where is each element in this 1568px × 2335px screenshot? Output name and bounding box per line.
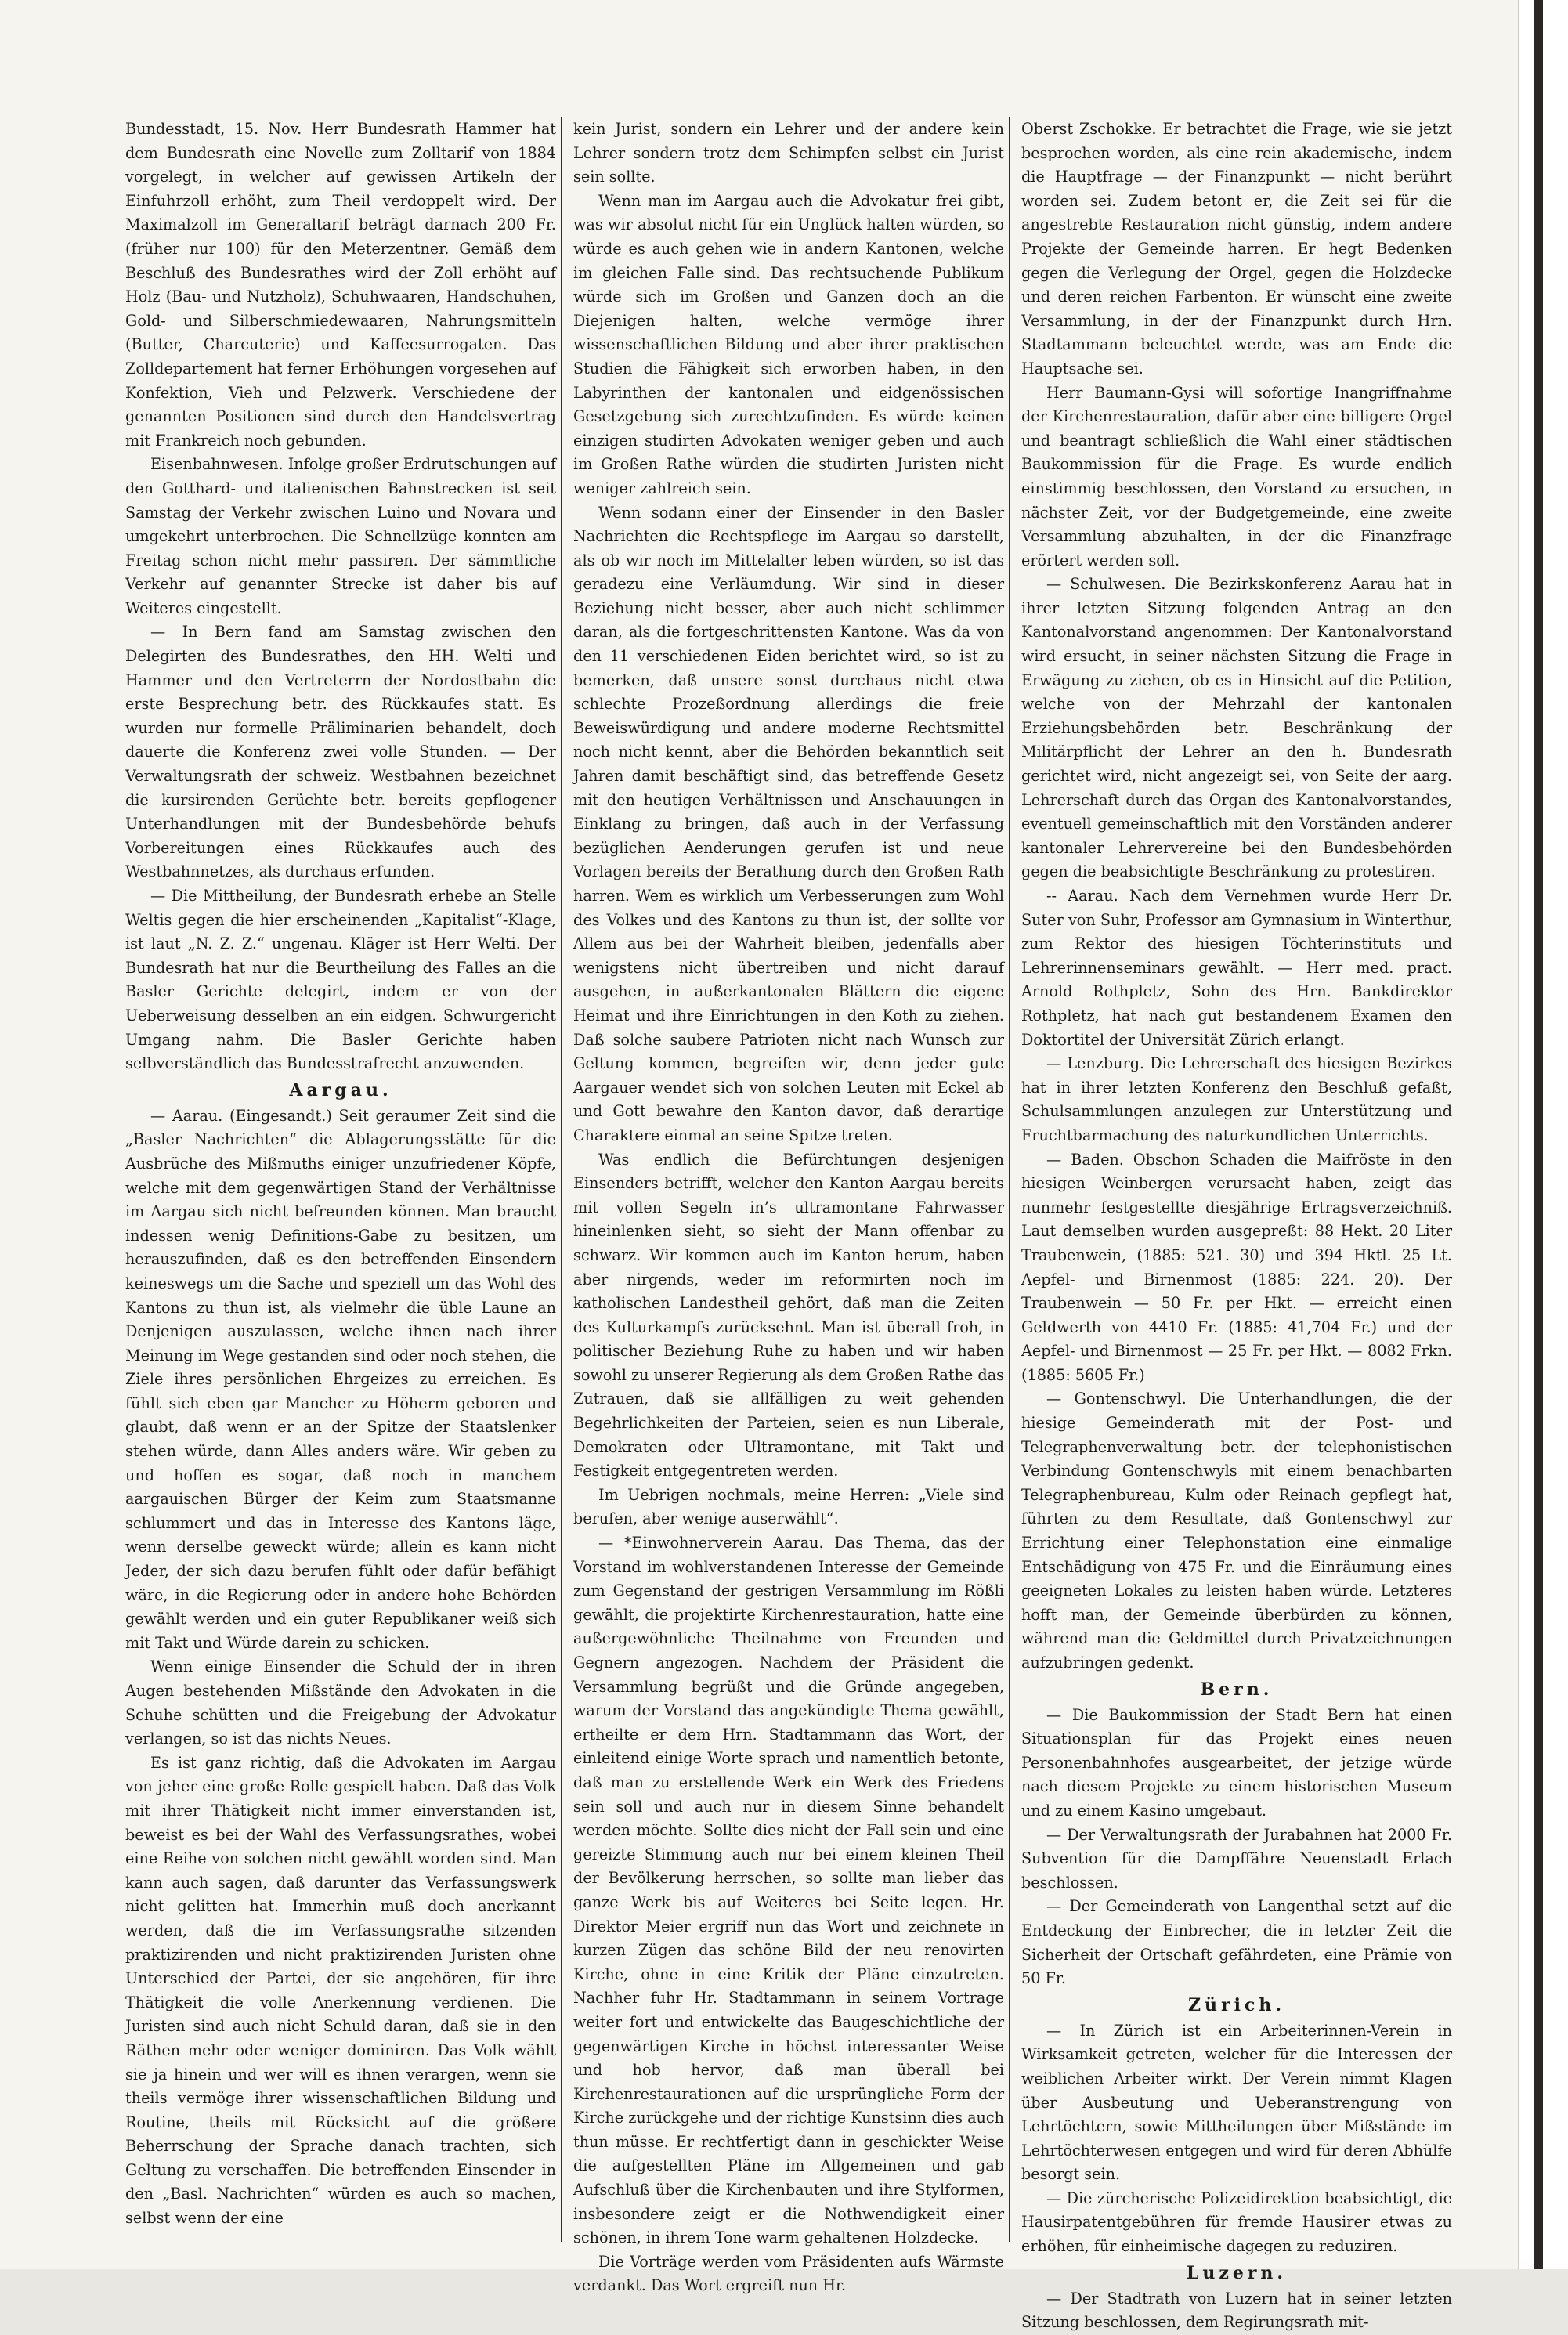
column-divider: [561, 117, 562, 2242]
article-paragraph: Die Vorträge werden vom Präsidenten aufs Wärmste verdankt. Das Wort ergreift nun Hr.: [573, 2252, 1004, 2295]
article-paragraph: Bundesstadt, 15. Nov. Herr Bundesrath Hammer hat dem Bundesrath eine Novelle zum Zolltarif von 1884 vorgelegt, in welcher auf gewissen Artikeln der Einfuhrzoll erhöht, zum Theil verdoppelt wird. Der Maximalzoll im Generaltarif beträgt darnach 200 Fr. (früher nur 100) für den Meterzentner. Gemäß dem Beschluß des Bundesrathes wird der Zoll erhöht auf Holz (Bau- und Nutzholz), Schuhwaaren, Handschuhen, Gold- und Silberschmiedewaaren, Nahrungsmitteln (Butter, Charcuterie) und Kaffeesurrogaten. Das Zolldepartement hat ferner Erhöhungen vorgesehen auf Konfektion, Vieh und Pelzwerk. Verschiedene der genannten Positionen sind durch den Handelsvertrag mit Frankreich noch gebunden.: [125, 120, 556, 450]
article-paragraph: — Die Mittheilung, der Bundesrath erhebe an Stelle Weltis gegen die hier erscheinenden „Kapitalist“-Klage, ist laut „N. Z. Z.“ ungenau. Kläger ist Herr Welti. Der Bundesrath hat nur die Beurtheilung des Falles an die Basler Gerichte delegirt, indem er von der Ueberweisung desselben an ein eidgen. Schwurgericht Umgang nahm. Die Basler Gerichte haben selbverständlich das Bundesstrafrecht anzuwenden.: [125, 887, 556, 1073]
article-paragraph: kein Jurist, sondern ein Lehrer und der andere kein Lehrer sondern trotz dem Schimpfen selbst ein Jurist sein sollte.: [573, 120, 1004, 186]
article-paragraph: — Der Stadtrath von Luzern hat in seiner letzten Sitzung beschlossen, dem Regirungsrath mit-: [1021, 2289, 1452, 2332]
article-paragraph: Wenn sodann einer der Einsender in den Basler Nachrichten die Rechtspflege im Aargau so darstellt, als ob wir noch im Mittelalter leben würden, so ist das geradezu eine Verläumdung. Wir sind in dieser Beziehung nicht besser, aber auch nicht schlimmer daran, als die fortgeschrittensten Kantone. Was da von den 11 verschiedenen Eiden berichtet wird, so ist zu bemerken, daß unsere sonst durchaus nicht etwa schlechte Prozeßordnung allerdings die freie Beweiswürdigung und andere moderne Rechtsmittel noch nicht kennt, aber die Behörden bekanntlich seit Jahren damit beschäftigt sind, das betreffende Gesetz mit den heutigen Verhältnissen und Anschauungen in Einklang zu bringen, daß auch in der Verfassung bezüglichen Aenderungen gerufen ist und neue Vorlagen bereits der Berathung durch den Großen Rath harren. Wem es wirklich um Verbesserungen zum Wohl des Volkes und des Kantons zu thun ist, der sollte vor Allem aus bei der Wahrheit bleiben, jedenfalls aber wenigstens nicht übertreiben und nicht darauf ausgehen, in außerkantonalen Blättern die eigene Heimat und ihre Einrichtungen in den Koth zu ziehen. Daß solche saubere Patrioten nicht nach Wunsch zur Geltung kommen, begreifen wir, denn jeder gute Aargauer wendet sich von solchen Leuten mit Eckel ab und Gott bewahre den Kanton davor, daß derartige Charaktere einmal an seine Spitze treten.: [573, 503, 1004, 1144]
section-heading: Aargau.: [289, 1079, 392, 1101]
article-paragraph: Herr Baumann-Gysi will sofortige Inangriffnahme der Kirchenrestauration, dafür aber eine billigere Orgel und beantragt schließlich die Wahl einer städtischen Baukommission für die Frage. Es wurde endlich einstimmig beschlossen, den Vorstand zu ersuchen, in nächster Zeit, vor der Budgetgemeinde, eine zweite Versammlung abzuhalten, in der die Finanzfrage erörtert werden soll.: [1021, 383, 1452, 569]
article-paragraph: Eisenbahnwesen. Infolge großer Erdrutschungen auf den Gotthard- und italienischen Bahnstrecken ist seit Samstag der Verkehr zwischen Luino und Novara und umgekehrt unterbrochen. Die Schnellzüge konnten am Freitag schon nicht mehr passiren. Der sämmtliche Verkehr auf genannter Strecke ist daher bis auf Weiteres eingestellt.: [125, 455, 556, 617]
article-paragraph: Im Uebrigen nochmals, meine Herren: „Viele sind berufen, aber wenige auserwählt“.: [573, 1485, 1004, 1528]
article-paragraph: — Baden. Obschon Schaden die Maifröste in den hiesigen Weinbergen verursacht haben, zeigt das nunmehr festgestellte diesjährige Ertragsverzeichniß. Laut demselben wurden ausgepreßt: 88 Hekt. 20 Liter Traubenwein, (1885: 521. 30) und 394 Hktl. 25 Lt. Aepfel- und Birnenmost (1885: 224. 20). Der Traubenwein — 50 Fr. per Hkt. — erreicht einen Geldwerth von 4410 Fr. (1885: 41,704 Fr.) und der Aepfel- und Birnenmost — 25 Fr. per Hkt. — 8082 Frkn. (1885: 5605 Fr.): [1021, 1150, 1452, 1384]
page-border-bar: [1534, 0, 1543, 2269]
article-paragraph: — Lenzburg. Die Lehrerschaft des hiesigen Bezirkes hat in ihrer letzten Konferenz den Beschluß gefaßt, Schulsammlungen anzulegen zur Unterstützung und Fruchtbarmachung des naturkundlichen Unterrichts.: [1021, 1054, 1452, 1144]
column-2: [573, 117, 1004, 2295]
article-paragraph: — Aarau. (Eingesandt.) Seit geraumer Zeit sind die „Basler Nachrichten“ die Ablagerungsstätte für die Ausbrüche des Mißmuths einiger unzufriedener Köpfe, welche mit dem gegenwärtigen Stand der Verhältnisse im Aargau sich nicht befreunden können. Man braucht indessen wenig Definitions-Gabe zu besitzen, um herauszufinden, daß es den betreffenden Einsendern keineswegs um die Sache und speziell um das Wohl des Kantons zu thun ist, als vielmehr die üble Laune an Denjenigen auszulassen, welche ihnen nach ihrer Meinung im Wege gestanden sind oder noch stehen, die Ziele ihres persönlichen Ehrgeizes zu erreichen. Es fühlt sich eben gar Mancher zu Höherm geboren und glaubt, daß wenn er an der Spitze der Staatslenker stehen würde, dann Alles anders wäre. Wir geben zu und hoffen es sogar, daß noch in manchem aargauischen Bürger der Keim zum Staatsmanne schlummert und das in Interesse des Kantons läge, wenn derselbe geweckt würde; allein es kann nicht Jeder, der sich dazu berufen fühlt oder dafür befähigt wäre, in die Regierung oder in andere hohe Behörden gewählt werden und ein guter Republikaner weiß sich mit Takt und Würde darein zu schicken.: [125, 1106, 556, 1652]
section-heading: Bern.: [1200, 1679, 1274, 1700]
article-paragraph: — *Einwohnerverein Aarau. Das Thema, das der Vorstand im wohlverstandenen Interesse der Gemeinde zum Gegenstand der gestrigen Versammlung im Rößli gewählt, die projektirte Kirchenrestauration, hatte eine außergewöhnliche Theilnahme von Freunden und Gegnern angezogen. Nachdem der Präsident die Versammlung begrüßt und die Gründe angegeben, warum der Vorstand das angekündigte Thema gewählt, ertheilte er dem Hrn. Stadtammann das Wort, der einleitend einige Worte sprach und namentlich betonte, daß man zu erstellende Werk ein Werk des Friedens sein soll und auch nur in diesem Sinne behandelt werden möchte. Sollte dies nicht der Fall sein und eine gereizte Stimmung auch nur bei einem kleinen Theil der Bevölkerung herrschen, so sollte man lieber das ganze Werk bis auf Weiteres bei Seite legen. Hr. Direktor Meier ergriff nun das Wort und zeichnete in kurzen Zügen das schöne Bild der neu renovirten Kirche, ohne in eine Kritik der Pläne einzutreten. Nachher fuhr Hr. Stadtammann in seinem Vortrage weiter fort und entwickelte das Baugeschichtliche der gegenwärtigen Kirche in höchst interessanter Weise und hob hervor, daß man überall bei Kirchenrestaurationen auf die ursprüngliche Form der Kirche zurückgehe und der richtige Kunstsinn dies auch thun müsse. Er rechtfertigt dann in geschickter Weise die aufgestellten Pläne im Allgemeinen und gab Aufschluß über die Kirchenbauten und ihre Stylformen, insbesondere zeigt er die Nothwendigkeit einer schönen, in ihrem Tone warm gehaltenen Holzdecke.: [573, 1534, 1004, 2247]
article-paragraph: -- Aarau. Nach dem Vernehmen wurde Herr Dr. Suter von Suhr, Professor am Gymnasium in Winterthur, zum Rektor des hiesigen Töchterinstituts und Lehrerinnenseminars gewählt. — Herr med. pract. Arnold Rothpletz, Sohn des Hrn. Bankdirektor Rothpletz, hat nach gut bestandenem Examen den Doktortitel der Universität Zürich erlangt.: [1021, 887, 1452, 1049]
article-paragraph: — In Zürich ist ein Arbeiterinnen-Verein in Wirksamkeit getreten, welcher für die Interessen der weiblichen Arbeiter wirkt. Der Verein nimmt Klagen über Ausbeutung und Ueberanstrengung von Lehrtöchtern, sowie Mittheilungen über Mißstände im Lehrtöchterwesen entgegen und wird für deren Abhülfe besorgt sein.: [1021, 2021, 1452, 2184]
article-paragraph: — Gontenschwyl. Die Unterhandlungen, die der hiesige Gemeinderath mit der Post- und Telegraphenverwaltung betr. der telephonistischen Verbindung Gontenschwyls mit einem benachbarten Telegraphenbureau, Kulm oder Reinach gepflegt hat, führten zu dem Resultate, daß Gontenschwyl zur Errichtung einer Telephonstation eine einmalige Entschädigung von 475 Fr. und die Einräumung eines geeigneten Lokales zu leisten haben würde. Letzteres hofft man, der Gemeinde überbürden zu können, während man die Geldmittel durch Privatzeichnungen aufzubringen gedenkt.: [1021, 1390, 1452, 1672]
article-paragraph: — Der Verwaltungsrath der Jurabahnen hat 2000 Fr. Subvention für die Dampffähre Neuenstadt Erlach beschlossen.: [1021, 1825, 1452, 1892]
section-heading: Luzern.: [1186, 2262, 1288, 2283]
article-paragraph: — In Bern fand am Samstag zwischen den Delegirten des Bundesrathes, den HH. Welti und Hammer und den Vertreterrn der Nordostbahn die erste Besprechung betr. des Rückkaufes statt. Es wurden nur formelle Präliminarien behandelt, doch dauerte die Konferenz zwei volle Stunden. — Der Verwaltungsrath der schweiz. Westbahnen bezeichnet die kursirenden Gerüchte betr. bereits gepflogener Unterhandlungen mit der Bundesbehörde behufs Vorbereitungen eines Rückkaufes auch des Westbahnnetzes, als durchaus erfunden.: [125, 623, 556, 881]
article-paragraph: — Die zürcherische Polizeidirektion beabsichtigt, die Hausirpatentgebühren für fremde Hausirer etwas zu erhöhen, für einheimische dagegen zu reduziren.: [1021, 2189, 1452, 2256]
adjacent-page-edge: [1518, 0, 1568, 2269]
column-1: [125, 117, 556, 2248]
article-paragraph: — Der Gemeinderath von Langenthal setzt auf die Entdeckung der Einbrecher, die in letzter Zeit die Sicherheit der Ortschaft gefährdeten, eine Prämie von 50 Fr.: [1021, 1897, 1452, 1988]
article-paragraph: — Schulwesen. Die Bezirkskonferenz Aarau hat in ihrer letzten Sitzung folgenden Antrag an den Kantonalvorstand angenommen: Der Kantonalvorstand wird ersucht, in seiner nächsten Sitzung die Frage in Erwägung zu ziehen, ob es in Hinsicht auf die Petition, welche von der Mehrzahl der kantonalen Erziehungsbehörden betr. Beschränkung der Militärpflicht der Lehrer an den h. Bundesrath gerichtet wird, nicht angezeigt sei, von Seite der aarg. Lehrerschaft durch das Organ des Kantonalvorstandes, eventuell gemeinschaftlich mit den Vorständen anderer kantonaler Lehrervereine bei den Bundesbehörden gegen die beabsichtigte Beschränkung zu protestiren.: [1021, 575, 1452, 881]
article-paragraph: Wenn man im Aargau auch die Advokatur frei gibt, was wir absolut nicht für ein Unglück halten würden, so würde es auch gehen wie in andern Kantonen, welche im gleichen Falle sind. Das rechtsuchende Publikum würde sich im Großen und Ganzen doch an die Diejenigen halten, welche vermöge ihrer wissenschaftlichen Bildung und aber ihrer praktischen Studien die Fähigkeit sich erworben haben, in den Labyrinthen der kantonalen und eidgenössischen Gesetzgebung sich zurechtzufinden. Es würde keinen einzigen studirten Advokaten weniger geben und auch im Großen Rathe würden die studirten Juristen nicht weniger zahlreich sein.: [573, 191, 1004, 497]
column-divider: [1009, 117, 1010, 2242]
article-paragraph: Es ist ganz richtig, daß die Advokaten im Aargau von jeher eine große Rolle gespielt haben. Daß das Volk mit ihrer Thätigkeit nicht immer einverstanden ist, beweist es bei der Wahl des Verfassungsrathes, wobei eine Reihe von solchen nicht gewählt worden sind. Man kann auch sagen, daß darunter das Verfassungswerk nicht gelitten hat. Immerhin muß doch anerkannt werden, daß die im Verfassungsrathe sitzenden praktizirenden und nicht praktizirenden Juristen ohne Unterschied der Partei, der sie angehören, für ihre Thätigkeit die volle Anerkennung verdienen. Die Juristen sind auch nicht Schuld daran, daß sie in den Räthen mehr oder weniger dominiren. Das Volk wählt sie ja hinein und wer will es ihnen verargen, wenn sie theils vermöge ihrer wissenschaftlichen Bildung und Routine, theils mit Rücksicht auf die größere Beherrschung der Sprache danach trachten, sich Geltung zu verschaffen. Die betreffenden Einsender in den „Basl. Nachrichten“ würden es auch so machen, selbst wenn der eine: [125, 1753, 556, 2228]
section-heading: Zürich.: [1187, 1994, 1286, 2015]
article-paragraph: Was endlich die Befürchtungen desjenigen Einsenders betrifft, welcher den Kanton Aargau bereits mit vollen Segeln in’s ultramontane Fahrwasser hineinlenken sieht, so sieht der Mann offenbar zu schwarz. Wir kommen auch im Kanton herum, haben aber nirgends, weder im reformirten noch im katholischen Landestheil gehört, daß man die Zeiten des Kulturkampfs zurücksehnt. Man ist überall froh, in politischer Beziehung Ruhe zu haben und wir haben sowohl zu unserer Regierung als dem Großen Rathe das Zutrauen, daß sie allfälligen zu weit gehenden Begehrlichkeiten der Parteien, seien es nun Liberale, Demokraten oder Ultramontane, mit Takt und Festigkeit entgegentreten werden.: [573, 1150, 1004, 1480]
article-paragraph: Oberst Zschokke. Er betrachtet die Frage, wie sie jetzt besprochen worden, als eine rein akademische, indem die Hauptfrage — der Finanzpunkt — nicht berührt worden sei. Zudem betont er, die Zeit sei für die angestrebte Restauration nicht günstig, indem andere Projekte der Gemeinde harren. Er hegt Bedenken gegen die Verlegung der Orgel, gegen die Holzdecke und deren reichen Farbenton. Er wünscht eine zweite Versammlung, in der der Finanzpunkt durch Hrn. Stadtammann beleuchtet werde, was am Ende die Hauptsache sei.: [1021, 120, 1452, 378]
article-paragraph: — Die Baukommission der Stadt Bern hat einen Situationsplan für das Projekt eines neuen Personenbahnhofes ausgearbeitet, der jetzige würde nach diesem Projekte zu einem historischen Museum und zu einem Kasino umgebaut.: [1021, 1705, 1452, 1820]
column-3: [1021, 117, 1452, 2332]
article-paragraph: Wenn einige Einsender die Schuld der in ihren Augen bestehenden Mißstände den Advokaten in die Schuhe schütten und die Freigebung der Advokatur verlangen, so ist das nichts Neues.: [125, 1657, 556, 1748]
